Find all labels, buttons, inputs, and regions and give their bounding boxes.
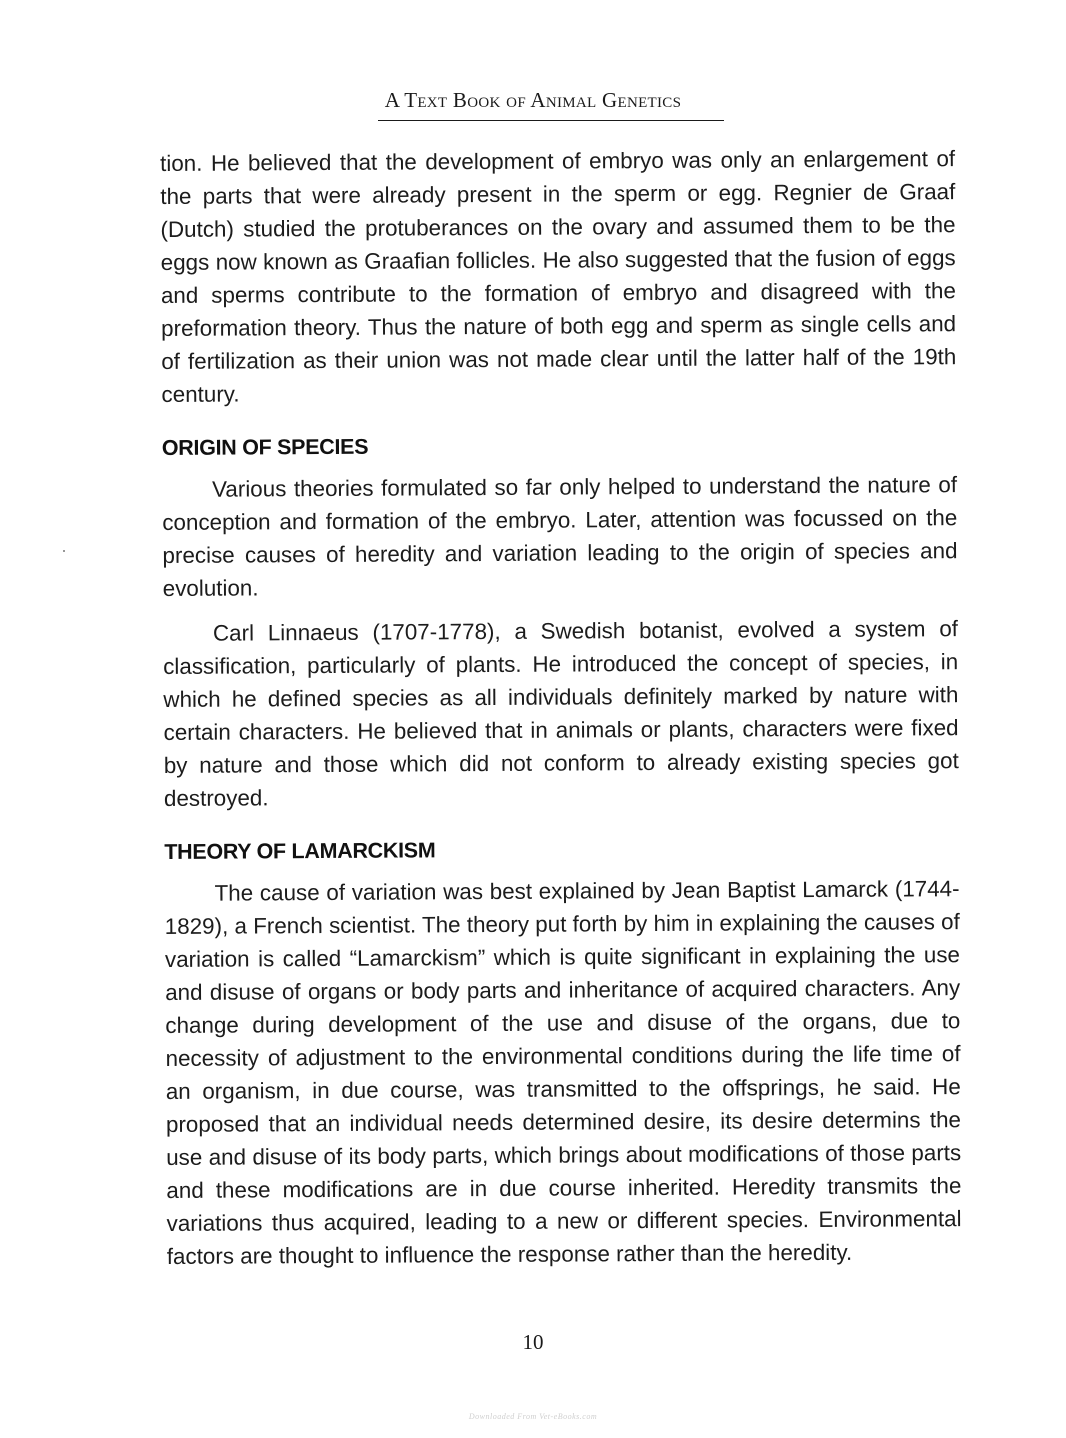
section-heading-origin-of-species: ORIGIN OF SPECIES [161,434,369,460]
paragraph-origin-2: Carl Linnaeus (1707-1778), a Swedish botanist, evolved a system of classification, particularly of plants. He introduced the concept of species, in which he defined species as all individuals definitely marked by nature with certain characters. He believed that in animals or plants, characters were fixed by nature and those which did not conform to already existing species got destroyed. [163,616,959,811]
scan-speck [63,550,65,552]
running-head-rule [378,120,724,121]
paragraph-origin-1: Various theories formulated so far only helped to understand the nature of conception and formation of the embryo. Later, attention was focussed on the precise causes of heredity and variation leading to the origin of species and evolution. [162,472,958,601]
download-watermark: Downloaded From Vet-eBooks.com [468,1412,598,1421]
running-head-title: A Text Book of Animal Genetics [384,88,682,112]
paragraph-intro: tion. He believed that the development of embryo was only an enlargement of the parts that were already present in the sperm or egg. Regnier de Graaf (Dutch) studied the protuberances on the ovary and assumed them to be the eggs now known as Graafian follicles. He also suggested that the fusion of eggs and sperms contribute to the formation of embryo and disagreed with the preformation theory. Thus the nature of both egg and sperm as single cells and of fertilization as their union was not made clear until the latter half of the 19th century. [160,146,957,407]
page-number: 10 [522,1330,544,1354]
paragraph-lamarckism: The cause of variation was best explained by Jean Baptist Lamarck (1744-1829), a French scientist. The theory put forth by him in explaining the causes of variation is called “Lamarckism” which is quite significant in explaining the use and disuse of organs or body parts and inheritance of acquired characters. Any change during development of the use and disuse of the organs, due to necessity of adjustment to the environmental conditions during the life time of an organism, in due course, was transmitted to the offsprings, he said. He proposed that an individual needs determined desire, its desire determins the use and disuse of its body parts, which brings about modifications of those parts and these modifications are in due course inherited. Heredity transmits the variations thus acquired, leading to a new or different species. Environmental factors are thought to influence the response rather than the heredity. [164,876,962,1269]
page-body [160,142,962,1273]
section-heading-theory-of-lamarckism: THEORY OF LAMARCKISM [164,838,436,864]
